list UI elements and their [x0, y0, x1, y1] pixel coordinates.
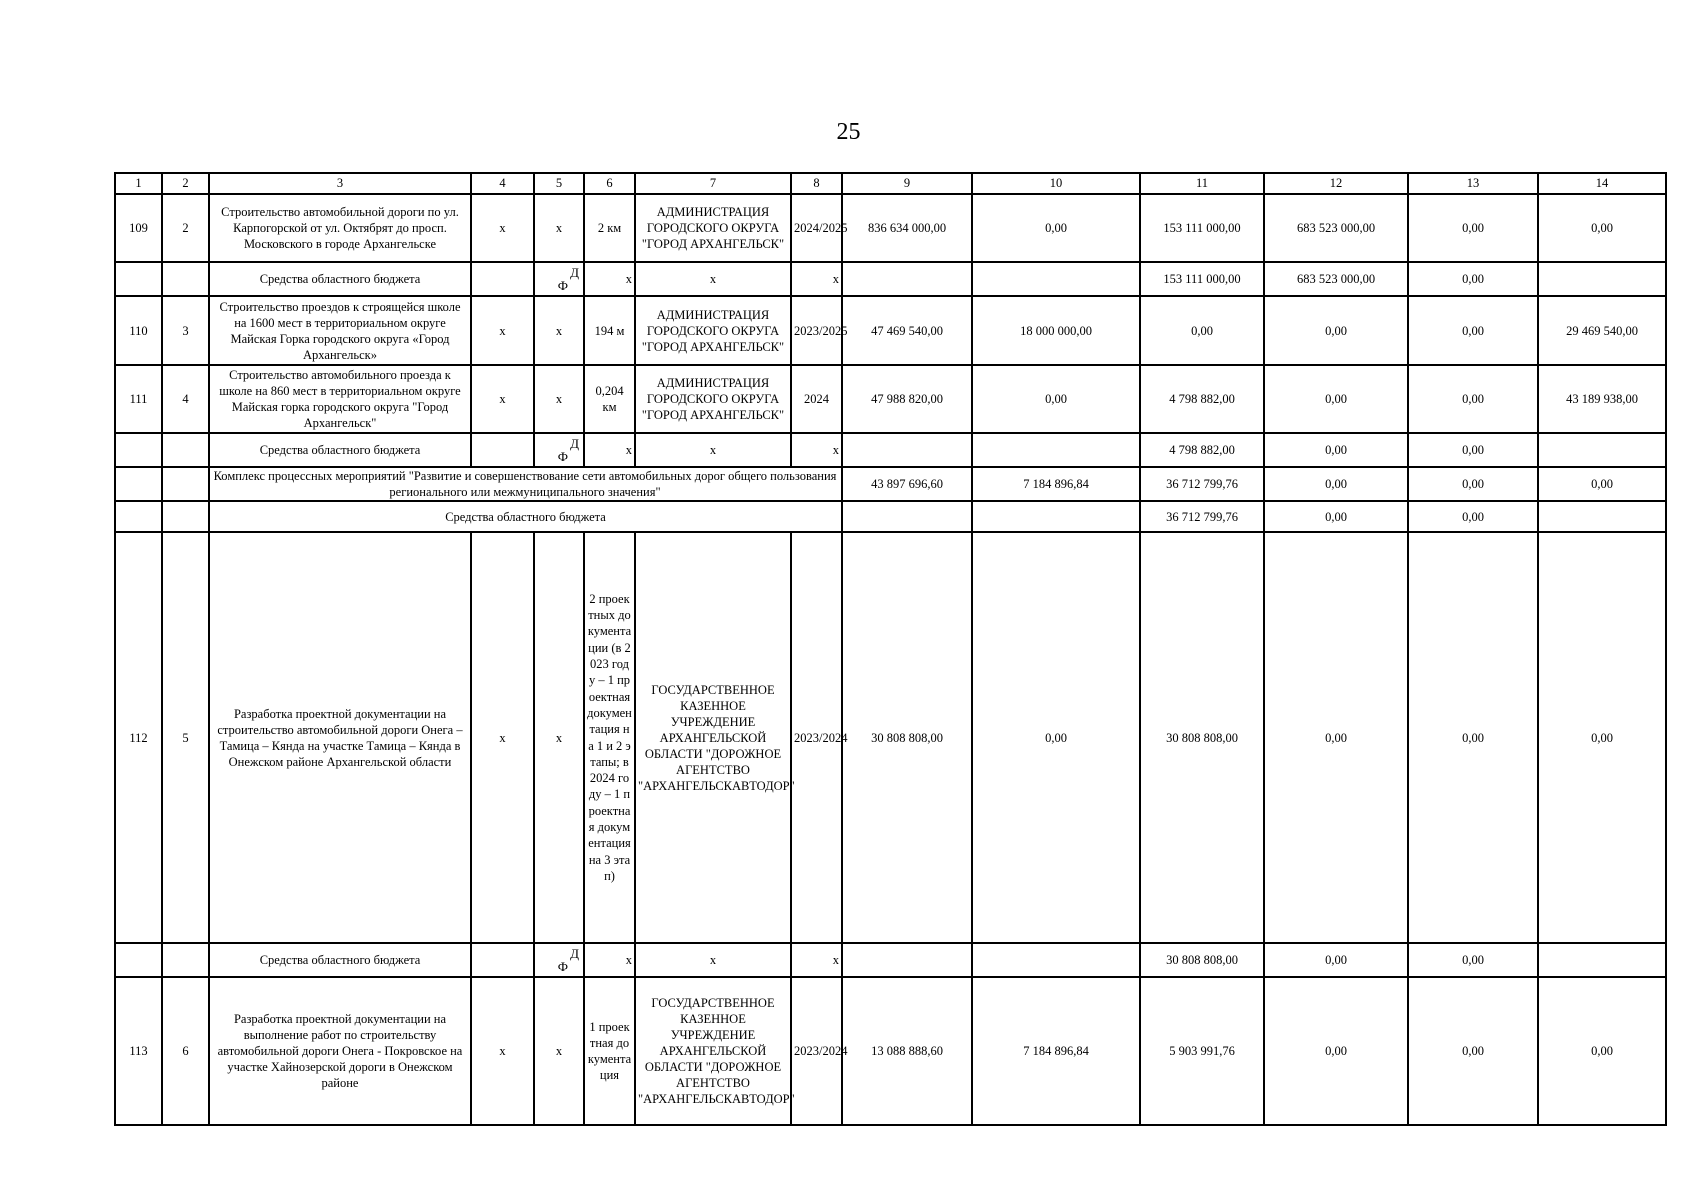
column-header: 1	[115, 173, 162, 194]
cell	[1538, 501, 1666, 532]
amount: 153 111 000,00	[1140, 194, 1264, 262]
amount: 36 712 799,76	[1140, 501, 1264, 532]
program-table	[114, 172, 1667, 1126]
column-header: 3	[209, 173, 471, 194]
event-name: Строительство автомобильной дороги по ул. Карпогорской от ул. Октябрят до просп. Московского в городе Архангельске	[209, 194, 471, 262]
cell: x	[471, 977, 534, 1125]
column-header: 6	[584, 173, 635, 194]
cell	[115, 943, 162, 977]
capacity: 1 проектная документация	[584, 977, 635, 1125]
amount: 7 184 896,84	[972, 467, 1140, 501]
cell	[162, 501, 209, 532]
df-mark-bottom: Ф	[557, 278, 568, 293]
period: 2024/2025	[791, 194, 842, 262]
amount: 683 523 000,00	[1264, 194, 1408, 262]
column-header: 4	[471, 173, 534, 194]
amount: 0,00	[1264, 365, 1408, 433]
cell	[115, 501, 162, 532]
row-index: 112	[115, 532, 162, 943]
amount: 43 189 938,00	[1538, 365, 1666, 433]
cell	[534, 943, 584, 977]
amount: 0,00	[972, 194, 1140, 262]
column-header: 11	[1140, 173, 1264, 194]
row-index: 109	[115, 194, 162, 262]
budget-source: Средства областного бюджета	[209, 501, 842, 532]
cell: x	[635, 433, 791, 467]
amount: 30 808 808,00	[1140, 943, 1264, 977]
df-mark-top: Д	[570, 265, 579, 280]
budget-subrow	[115, 943, 1666, 977]
cell	[842, 501, 972, 532]
amount: 0,00	[1264, 977, 1408, 1125]
column-header: 9	[842, 173, 972, 194]
cell	[115, 262, 162, 296]
cell	[1538, 433, 1666, 467]
capacity: 2 проектных документации (в 2023 году – 1 проектная документация на 1 и 2 этапы; в 2024 году – 1 проектная документация на 3 этап)	[584, 532, 635, 943]
cell	[534, 433, 584, 467]
customer: АДМИНИСТРАЦИЯ ГОРОДСКОГО ОКРУГА "ГОРОД АРХАНГЕЛЬСК"	[635, 365, 791, 433]
cell: x	[635, 262, 791, 296]
cell: x	[791, 943, 842, 977]
amount: 0,00	[1408, 296, 1538, 365]
amount: 7 184 896,84	[972, 977, 1140, 1125]
column-header: 14	[1538, 173, 1666, 194]
event-name: Строительство автомобильного проезда к школе на 860 мест в территориальном округе Майская горка городского округа "Город Архангельск"	[209, 365, 471, 433]
cell	[115, 433, 162, 467]
cell: x	[534, 365, 584, 433]
table-row	[115, 977, 1666, 1125]
cell	[1538, 262, 1666, 296]
cell: x	[584, 433, 635, 467]
cell: x	[584, 262, 635, 296]
df-mark-bottom: Ф	[557, 449, 568, 464]
cell	[162, 262, 209, 296]
capacity: 2 км	[584, 194, 635, 262]
event-name: Разработка проектной документации на выполнение работ по строительству автомобильной дороги Онега - Покровское на участке Хайнозерской дороги в Онежском районе	[209, 977, 471, 1125]
amount: 13 088 888,60	[842, 977, 972, 1125]
amount: 0,00	[1538, 467, 1666, 501]
amount: 4 798 882,00	[1140, 433, 1264, 467]
period: 2023/2025	[791, 296, 842, 365]
event-number: 6	[162, 977, 209, 1125]
budget-subrow	[115, 501, 1666, 532]
complex-row	[115, 467, 1666, 501]
budget-subrow	[115, 433, 1666, 467]
budget-source: Средства областного бюджета	[209, 262, 471, 296]
cell: x	[791, 262, 842, 296]
amount: 0,00	[1264, 296, 1408, 365]
amount: 0,00	[1264, 532, 1408, 943]
capacity: 0,204 км	[584, 365, 635, 433]
customer: АДМИНИСТРАЦИЯ ГОРОДСКОГО ОКРУГА "ГОРОД АРХАНГЕЛЬСК"	[635, 194, 791, 262]
customer: ГОСУДАРСТВЕННОЕ КАЗЕННОЕ УЧРЕЖДЕНИЕ АРХАНГЕЛЬСКОЙ ОБЛАСТИ "ДОРОЖНОЕ АГЕНТСТВО "АРХАНГЕЛЬСКАВТОДОР"	[635, 532, 791, 943]
row-index: 111	[115, 365, 162, 433]
df-mark-top: Д	[570, 946, 579, 961]
amount: 0,00	[1408, 262, 1538, 296]
amount: 29 469 540,00	[1538, 296, 1666, 365]
cell: x	[471, 532, 534, 943]
column-header: 10	[972, 173, 1140, 194]
column-number-row	[115, 173, 1666, 194]
cell	[972, 501, 1140, 532]
cell: x	[635, 943, 791, 977]
column-header: 8	[791, 173, 842, 194]
cell	[842, 433, 972, 467]
amount: 0,00	[1408, 365, 1538, 433]
complex-name: Комплекс процессных мероприятий "Развитие и совершенствование сети автомобильных дорог общего пользования регионального или межмуниципального значения"	[209, 467, 842, 501]
amount: 0,00	[1264, 467, 1408, 501]
table-row	[115, 194, 1666, 262]
amount: 0,00	[1408, 943, 1538, 977]
df-mark-bottom: Ф	[557, 959, 568, 974]
column-header: 13	[1408, 173, 1538, 194]
amount: 0,00	[1140, 296, 1264, 365]
event-number: 4	[162, 365, 209, 433]
amount: 0,00	[1408, 501, 1538, 532]
event-name: Строительство проездов к строящейся школе на 1600 мест в территориальном округе Майская Горка городского округа «Город Архангельск»	[209, 296, 471, 365]
cell	[972, 433, 1140, 467]
cell	[471, 262, 534, 296]
amount: 43 897 696,60	[842, 467, 972, 501]
cell: x	[584, 943, 635, 977]
amount: 36 712 799,76	[1140, 467, 1264, 501]
amount: 47 469 540,00	[842, 296, 972, 365]
row-index: 110	[115, 296, 162, 365]
amount: 30 808 808,00	[842, 532, 972, 943]
amount: 0,00	[1538, 977, 1666, 1125]
amount: 47 988 820,00	[842, 365, 972, 433]
customer: ГОСУДАРСТВЕННОЕ КАЗЕННОЕ УЧРЕЖДЕНИЕ АРХАНГЕЛЬСКОЙ ОБЛАСТИ "ДОРОЖНОЕ АГЕНТСТВО "АРХАНГЕЛЬСКАВТОДОР"	[635, 977, 791, 1125]
cell: x	[471, 365, 534, 433]
cell	[162, 433, 209, 467]
column-header: 2	[162, 173, 209, 194]
row-index: 113	[115, 977, 162, 1125]
cell: x	[471, 194, 534, 262]
cell	[115, 467, 162, 501]
cell	[842, 262, 972, 296]
customer: АДМИНИСТРАЦИЯ ГОРОДСКОГО ОКРУГА "ГОРОД АРХАНГЕЛЬСК"	[635, 296, 791, 365]
amount: 836 634 000,00	[842, 194, 972, 262]
cell	[972, 943, 1140, 977]
amount: 0,00	[1264, 501, 1408, 532]
event-number: 2	[162, 194, 209, 262]
table-row	[115, 532, 1666, 943]
amount: 0,00	[1408, 433, 1538, 467]
amount: 18 000 000,00	[972, 296, 1140, 365]
table-row	[115, 296, 1666, 365]
budget-subrow	[115, 262, 1666, 296]
cell: x	[791, 433, 842, 467]
cell: x	[471, 296, 534, 365]
amount: 0,00	[1408, 194, 1538, 262]
amount: 5 903 991,76	[1140, 977, 1264, 1125]
column-header: 12	[1264, 173, 1408, 194]
period: 2023/2024	[791, 977, 842, 1125]
amount: 0,00	[1408, 532, 1538, 943]
cell	[471, 433, 534, 467]
amount: 0,00	[972, 532, 1140, 943]
event-number: 3	[162, 296, 209, 365]
amount: 0,00	[972, 365, 1140, 433]
page-number: 25	[836, 119, 861, 145]
amount: 0,00	[1408, 977, 1538, 1125]
cell: x	[534, 296, 584, 365]
cell	[972, 262, 1140, 296]
budget-source: Средства областного бюджета	[209, 433, 471, 467]
cell	[471, 943, 534, 977]
event-number: 5	[162, 532, 209, 943]
event-name: Разработка проектной документации на строительство автомобильной дороги Онега – Тамица – Кянда на участке Тамица – Кянда в Онежском районе Архангельской области	[209, 532, 471, 943]
budget-source: Средства областного бюджета	[209, 943, 471, 977]
cell	[842, 943, 972, 977]
table-row	[115, 365, 1666, 433]
period: 2024	[791, 365, 842, 433]
cell	[162, 943, 209, 977]
cell: x	[534, 194, 584, 262]
amount: 30 808 808,00	[1140, 532, 1264, 943]
amount: 0,00	[1538, 532, 1666, 943]
cell	[534, 262, 584, 296]
amount: 0,00	[1408, 467, 1538, 501]
cell: x	[534, 532, 584, 943]
column-header: 7	[635, 173, 791, 194]
cell: x	[534, 977, 584, 1125]
capacity: 194 м	[584, 296, 635, 365]
amount: 0,00	[1264, 943, 1408, 977]
amount: 683 523 000,00	[1264, 262, 1408, 296]
amount: 0,00	[1538, 194, 1666, 262]
amount: 4 798 882,00	[1140, 365, 1264, 433]
df-mark-top: Д	[570, 436, 579, 451]
cell	[1538, 943, 1666, 977]
amount: 0,00	[1264, 433, 1408, 467]
period: 2023/2024	[791, 532, 842, 943]
amount: 153 111 000,00	[1140, 262, 1264, 296]
column-header: 5	[534, 173, 584, 194]
cell	[162, 467, 209, 501]
